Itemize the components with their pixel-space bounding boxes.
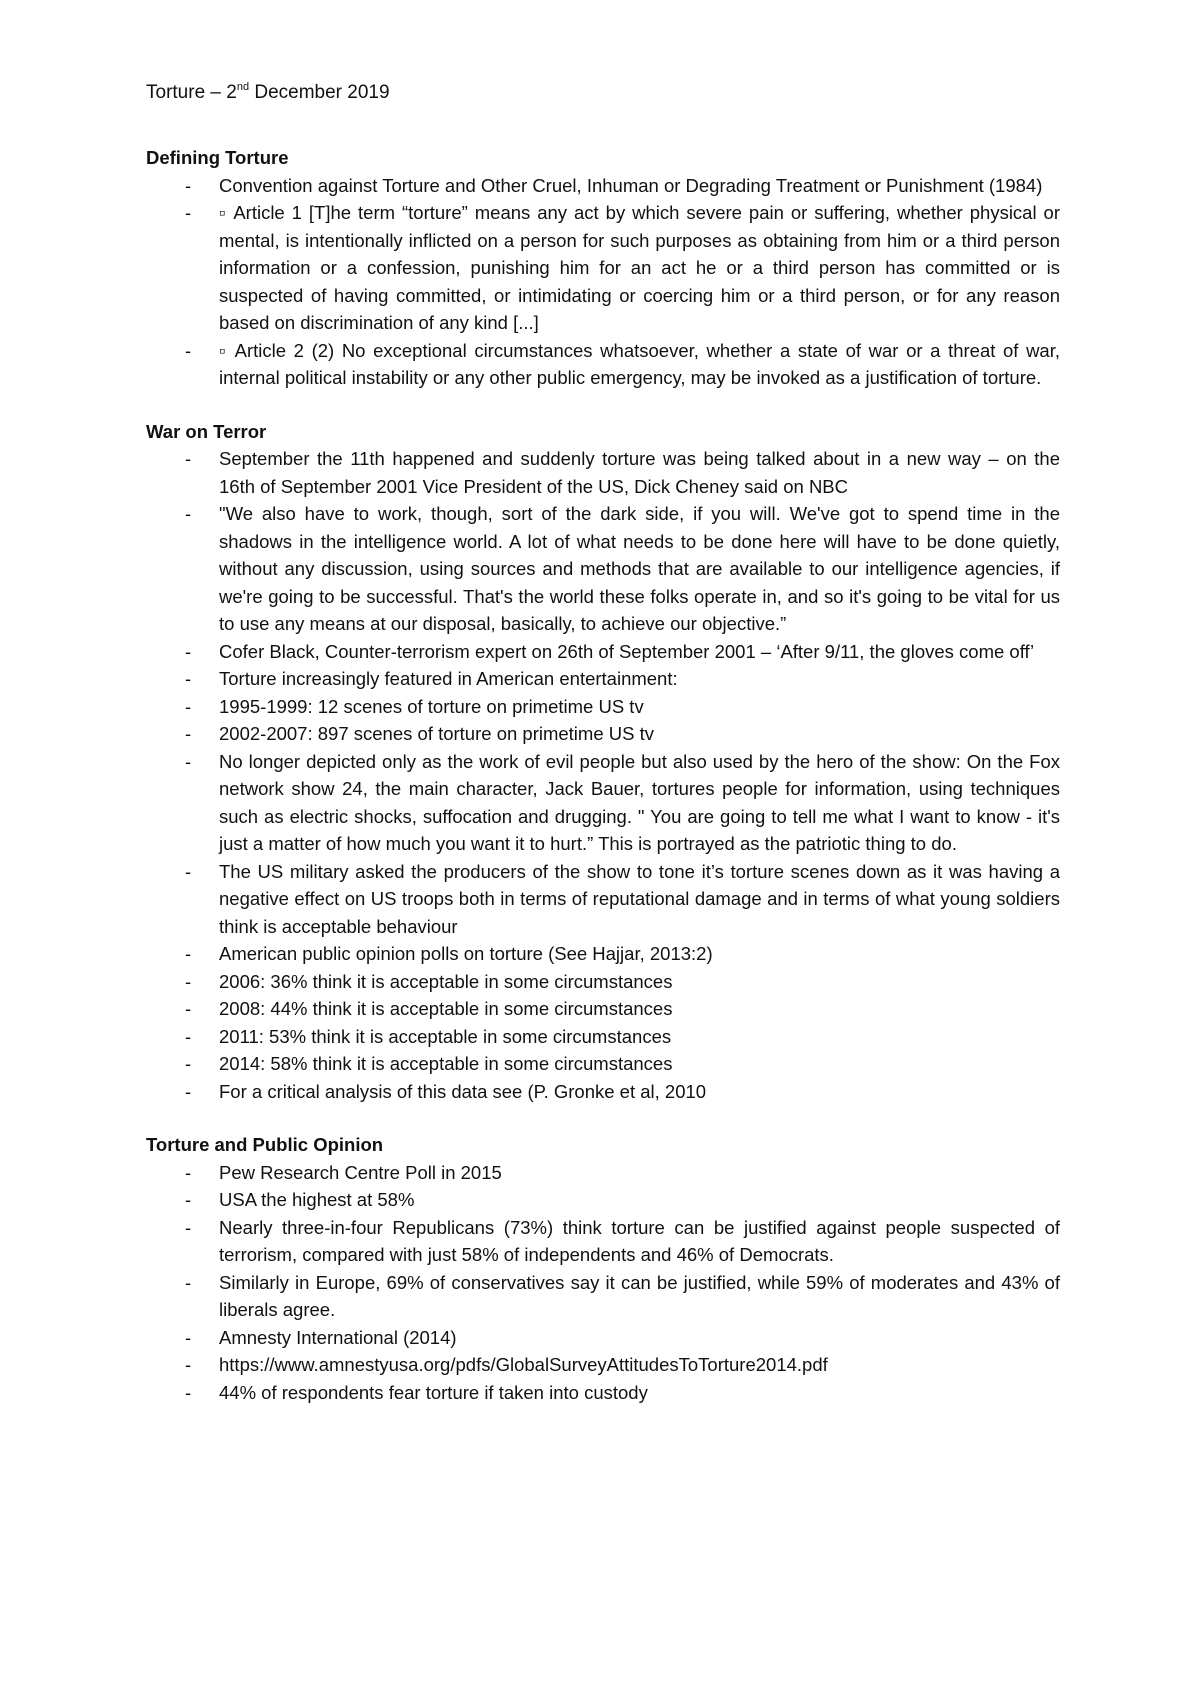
- section-heading: Torture and Public Opinion: [146, 1134, 384, 1155]
- bullet-dash: -: [185, 1161, 192, 1183]
- bullet-list: [146, 1159, 1060, 1407]
- section-heading: War on Terror: [146, 420, 267, 442]
- bullet-dash: -: [185, 503, 192, 524]
- list-item-text: Pew Research Centre Poll in 2015: [219, 1161, 502, 1183]
- title-prefix: Torture – 2: [146, 82, 237, 103]
- list-item: [146, 968, 1060, 996]
- list-item: [146, 1050, 1060, 1078]
- bullet-dash: -: [185, 998, 192, 1019]
- bullet-dash: -: [185, 1326, 192, 1348]
- section-torture-public-opinion: [146, 1131, 1060, 1406]
- survey-link[interactable]: https://www.amnestyusa.org/pdfs/GlobalSurveyAttitudesToTorture2014.pdf: [219, 1354, 828, 1375]
- list-item-text: 1995-1999: 12 scenes of torture on primetime US tv: [219, 695, 644, 717]
- list-item-text: The US military asked the producers of the show to tone it’s torture scenes down as it was having a negative effect on US troops both in terms of reputational damage and in terms of what young soldiers think is acceptable behaviour: [219, 860, 1060, 937]
- list-item: [146, 445, 1060, 500]
- list-item: [146, 1078, 1060, 1106]
- bullet-dash: -: [185, 202, 192, 223]
- bullet-dash: -: [185, 1189, 192, 1210]
- list-item: [146, 1351, 1060, 1379]
- title-suffix: December 2019: [249, 82, 390, 103]
- list-item: [146, 1023, 1060, 1051]
- bullet-list: [146, 172, 1060, 392]
- list-item-text: Torture increasingly featured in American entertainment:: [219, 668, 678, 689]
- list-item: [146, 748, 1060, 858]
- list-item-text: September the 11th happened and suddenly torture was being talked about in a new way – on the 16th of September 2001 Vice President of the US, Dick Cheney said on NBC: [219, 448, 1060, 497]
- bullet-dash: -: [185, 750, 192, 772]
- list-item-text: Convention against Torture and Other Cruel, Inhuman or Degrading Treatment or Punishment (1984): [219, 174, 1043, 196]
- bullet-dash: -: [185, 1381, 192, 1403]
- list-item-text: ▫ Article 2 (2) No exceptional circumstances whatsoever, whether a state of war or a threat of war, internal political instability or any other public emergency, may be invoked as a justification of torture.: [219, 339, 1060, 388]
- list-item: [146, 638, 1060, 666]
- list-item: [146, 337, 1060, 392]
- title-superscript: nd: [236, 81, 250, 93]
- list-item-text: Cofer Black, Counter-terrorism expert on 26th of September 2001 – ‘After 9/11, the gloves come off’: [219, 640, 1035, 662]
- list-item-text: USA the highest at 58%: [219, 1189, 415, 1210]
- document-title: [146, 74, 1060, 106]
- bullet-dash: -: [185, 860, 192, 882]
- list-item: [146, 665, 1060, 693]
- list-item: [146, 500, 1060, 638]
- list-item: [146, 1186, 1060, 1214]
- list-item-text: ▫ Article 1 [T]he term “torture” means any act by which severe pain or suffering, whether physical or mental, is intentionally inflicted on a person for such purposes as obtaining from him or a third person information or a confession, punishing him for an act he or a third person has committed or is suspected of having committed, or intimidating or coercing him or a third person, or for any reason based on discrimination of any kind [...]: [219, 202, 1060, 333]
- bullet-dash: -: [185, 970, 192, 992]
- bullet-dash: -: [185, 943, 192, 964]
- list-item-text: Amnesty International (2014): [219, 1326, 457, 1348]
- bullet-dash: -: [185, 640, 192, 662]
- list-item: [146, 172, 1060, 200]
- bullet-dash: -: [185, 668, 192, 689]
- bullet-dash: -: [185, 695, 192, 717]
- bullet-dash: -: [185, 1053, 192, 1074]
- list-item: [146, 940, 1060, 968]
- list-item-text: 44% of respondents fear torture if taken into custody: [219, 1381, 648, 1403]
- bullet-dash: -: [185, 339, 192, 361]
- list-item: [146, 1159, 1060, 1187]
- bullet-dash: -: [185, 723, 192, 744]
- bullet-dash: -: [185, 1271, 192, 1293]
- list-item: [146, 693, 1060, 721]
- bullet-dash: -: [185, 1354, 192, 1375]
- list-item: [146, 1269, 1060, 1324]
- list-item-text: American public opinion polls on torture (See Hajjar, 2013:2): [219, 943, 713, 964]
- bullet-dash: -: [185, 1216, 192, 1238]
- list-item: [146, 1324, 1060, 1352]
- list-item-text: Nearly three-in-four Republicans (73%) think torture can be justified against people suspected of terrorism, compared with just 58% of independents and 46% of Democrats.: [219, 1216, 1060, 1265]
- list-item-text: 2008: 44% think it is acceptable in some circumstances: [219, 998, 673, 1019]
- list-item-text: 2011: 53% think it is acceptable in some circumstances: [219, 1025, 672, 1047]
- list-item: [146, 858, 1060, 941]
- section-heading: Defining Torture: [146, 147, 289, 168]
- list-item-text: 2002-2007: 897 scenes of torture on primetime US tv: [219, 723, 654, 744]
- list-item-text: 2014: 58% think it is acceptable in some circumstances: [219, 1053, 673, 1074]
- list-item-text: No longer depicted only as the work of evil people but also used by the hero of the show: On the Fox network show 24, the main character, Jack Bauer, tortures people for information, using techniques such as electric shocks, suffocation and drugging. " You are going to tell me what I want to know - it's just a matter of how much you want it to hurt.” This is portrayed as the patriotic thing to do.: [219, 750, 1060, 854]
- list-item-text: 2006: 36% think it is acceptable in some circumstances: [219, 970, 673, 992]
- bullet-dash: -: [185, 448, 192, 469]
- list-item: [146, 720, 1060, 748]
- list-item: [146, 1379, 1060, 1407]
- bullet-dash: -: [185, 1080, 192, 1102]
- section-war-on-terror: [146, 418, 1060, 1106]
- list-item-text: Similarly in Europe, 69% of conservatives say it can be justified, while 59% of moderates and 43% of liberals agree.: [219, 1271, 1060, 1320]
- section-defining-torture: [146, 144, 1060, 392]
- bullet-dash: -: [185, 174, 192, 196]
- list-item-text: For a critical analysis of this data see (P. Gronke et al, 2010: [219, 1080, 707, 1102]
- list-item: [146, 1214, 1060, 1269]
- bullet-list: [146, 445, 1060, 1105]
- list-item: [146, 995, 1060, 1023]
- list-item-text: "We also have to work, though, sort of the dark side, if you will. We've got to spend time in the shadows in the intelligence world. A lot of what needs to be done here will have to be done quietly, without any discussion, using sources and methods that are available to our intelligence agencies, if we're going to be successful. That's the world these folks operate in, and so it's going to be vital for us to use any means at our disposal, basically, to achieve our objective.”: [219, 503, 1060, 634]
- list-item: [146, 199, 1060, 337]
- bullet-dash: -: [185, 1025, 192, 1047]
